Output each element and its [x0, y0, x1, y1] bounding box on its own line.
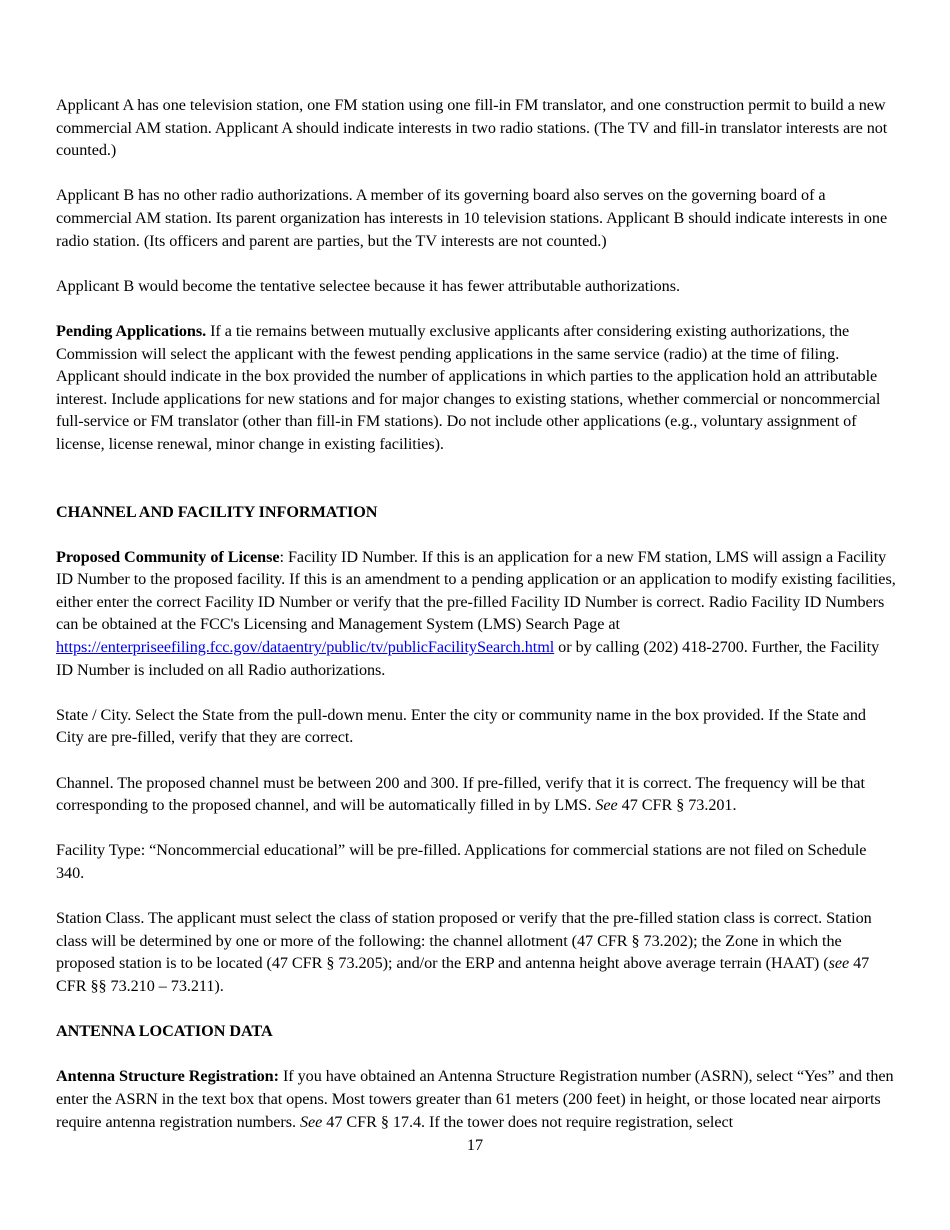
asr-text-a: If you have obtained an Antenna Structure Registration number (ASRN), select “Yes” and then enter the ASRN in the text box that opens. Most towers greater than 61 meters (200 feet) in height, or those located near airports require antenna registration numbers. — [56, 1067, 894, 1131]
community-text-a: : Facility ID Number. If this is an application for a new FM station, LMS will assign a Facility ID Number to the proposed facility. If this is an amendment to a pending application or an application to modify existing facilities, either enter the correct Facility ID Number or verify that the pre-filled Facility ID Number is correct. Radio Facility ID Numbers can be obtained at the FCC's Licensing and Management System (LMS) Search Page at — [56, 547, 896, 634]
antenna-location-heading: ANTENNA LOCATION DATA — [56, 1022, 273, 1041]
channel-see: See — [595, 796, 618, 815]
asr-see: See — [299, 1112, 323, 1131]
antenna-structure-paragraph — [56, 1065, 896, 1133]
community-of-license-paragraph — [56, 546, 896, 682]
station-class-paragraph — [56, 907, 896, 997]
page-number: 17 — [466, 1136, 484, 1154]
lms-search-link[interactable]: https://enterpriseefiling.fcc.gov/dataentry/public/tv/publicFacilitySearch.html — [56, 638, 555, 657]
pending-applications-text: If a tie remains between mutually exclusive applicants after considering existing authorizations, the Commission will select the applicant with the fewest pending applications in the same service (radio) at the time of filing. Applicant should indicate in the box provided the number of applications in which parties to the application hold an attributable interest. Include applications for new stations and for major changes to existing stations, whether commercial or noncommercial full-service or FM translator (other than fill-in FM stations). Do not include other applications (e.g., voluntary assignment of license, license renewal, minor change in existing facilities). — [56, 321, 881, 453]
channel-facility-heading: CHANNEL AND FACILITY INFORMATION — [56, 502, 378, 521]
station-class-text-a: Station Class. The applicant must select the class of station proposed or verify that the pre-filled station class is correct. Station class will be determined by one or more of the following: the channel allotment (47 CFR § 73.202); the Zone in which the proposed station is to be located (47 CFR § 73.205); and/or the ERP and antenna height above average terrain (HAAT) ( — [56, 909, 872, 973]
pending-applications-heading: Pending Applications. — [56, 321, 207, 340]
page-content — [56, 94, 896, 1156]
example-conclusion: Applicant B would become the tentative selectee because it has fewer attributable authorizations. — [56, 276, 680, 295]
station-class-text-b: 47 CFR §§ 73.210 – 73.211). — [56, 954, 870, 995]
channel-paragraph — [56, 772, 896, 817]
example-applicant-a: Applicant A has one television station, one FM station using one fill-in FM translator, and one construction permit to build a new commercial AM station. Applicant A should indicate interests in two radio stations. (The TV and fill-in translator interests are not counted.) — [56, 96, 888, 160]
station-class-see: see — [828, 954, 850, 973]
state-city-paragraph: State / City. Select the State from the pull-down menu. Enter the city or community name in the box provided. If the State and City are pre-filled, verify that they are correct. — [56, 705, 866, 747]
pending-applications-paragraph — [56, 320, 896, 456]
asr-text-b: 47 CFR § 17.4. If the tower does not require registration, select — [322, 1112, 734, 1131]
facility-type-paragraph: Facility Type: “Noncommercial educational” will be pre-filled. Applications for commercial stations are not filed on Schedule 340. — [56, 841, 867, 882]
channel-text-b: 47 CFR § 73.201. — [617, 796, 737, 815]
antenna-structure-heading: Antenna Structure Registration: — [56, 1067, 279, 1086]
community-text-b: or by calling (202) 418-2700. Further, the Facility ID Number is included on all Radio authorizations. — [56, 638, 880, 679]
channel-text-a: Channel. The proposed channel must be between 200 and 300. If pre-filled, verify that it is correct. The frequency will be that corresponding to the proposed channel, and will be automatically filled in by LMS. — [56, 773, 865, 815]
example-applicant-b: Applicant B has no other radio authorizations. A member of its governing board also serves on the governing board of a commercial AM station. Its parent organization has interests in 10 television stations. Applicant B should indicate interests in one radio station. (Its officers and parent are parties, but the TV interests are not counted.) — [56, 186, 888, 250]
community-of-license-heading: Proposed Community of License — [56, 547, 280, 566]
